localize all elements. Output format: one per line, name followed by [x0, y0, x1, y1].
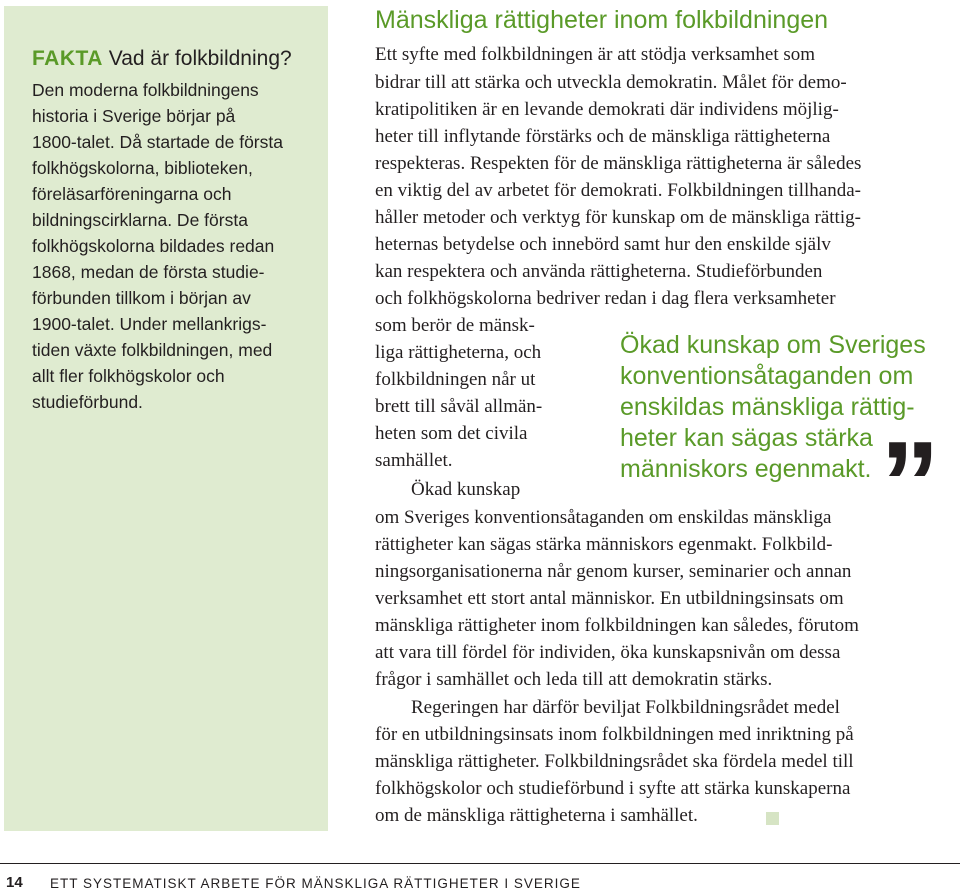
body-text-line: om Sveriges konventionsåtaganden om enskildas mänskliga	[375, 507, 832, 528]
body-text-line: respekteras. Respekten för de mänskliga rättigheterna är således	[375, 153, 862, 174]
footer-rule	[0, 863, 960, 864]
page-number: 14	[6, 874, 23, 891]
fakta-line: Den moderna folkbildningens	[32, 80, 259, 100]
pullquote-line: människors egenmakt.	[620, 455, 872, 483]
fakta-line: allt fler folkhögskolor och	[32, 366, 225, 386]
body-text-line: om de mänskliga rättigheterna i samhället.	[375, 805, 698, 826]
body-text-line: heter till inflytande förstärks och de mänskliga rättigheterna	[375, 126, 831, 147]
body-text-line: för en utbildningsinsats inom folkbildningen med inriktning på	[375, 724, 854, 745]
fakta-line: folkhögskolorna, biblioteken,	[32, 158, 253, 178]
fakta-heading	[32, 47, 292, 71]
body-text-line: heten som det civila	[375, 423, 528, 444]
body-text-line: håller metoder och verktyg för kunskap om de mänskliga rättig-	[375, 207, 861, 228]
body-text-line: folkhögskolor och studieförbund i syfte att stärka kunskaperna	[375, 778, 851, 799]
body-text-line: Ett syfte med folkbildningen är att stödja verksamhet som	[375, 44, 816, 65]
body-text-line: ningsorganisationerna når genom kurser, seminarier och annan	[375, 561, 852, 582]
body-text-line: verksamhet ett stort antal människor. En utbildningsinsats om	[375, 588, 844, 609]
pullquote-line: konventionsåtaganden om	[620, 362, 914, 390]
body-text-line: som berör de mänsk-	[375, 315, 535, 336]
fakta-line: 1900-talet. Under mellankrigs-	[32, 314, 267, 334]
fakta-line: studieförbund.	[32, 392, 143, 412]
article-title: Mänskliga rättigheter inom folkbildningen	[375, 6, 829, 34]
fakta-line: 1800-talet. Då startade de första	[32, 132, 283, 152]
fakta-title: Vad är folkbildning?	[108, 47, 292, 70]
pullquote-line: heter kan sägas stärka	[620, 424, 873, 452]
body-text-line: heternas betydelse och innebörd samt hur den enskilde själv	[375, 234, 831, 255]
fakta-line: 1868, medan de första studie-	[32, 262, 265, 282]
body-text-line: Regeringen har därför beviljat Folkbildningsrådet medel	[411, 697, 840, 718]
fakta-line: bildningscirklarna. De första	[32, 210, 248, 230]
body-text-line: mänskliga rättigheter. Folkbildningsrådet ska fördela medel till	[375, 751, 854, 772]
body-text-line: bidrar till att stärka och utveckla demokratin. Målet för demo-	[375, 72, 847, 93]
body-text-line: folkbildningen når ut	[375, 369, 536, 390]
body-text-line: att vara till fördel för individen, öka kunskapsnivån om dessa	[375, 642, 841, 663]
body-text-line: kratipolitiken är en levande demokrati där individens möjlig-	[375, 99, 839, 120]
quote-mark-icon: ”	[880, 417, 940, 551]
fakta-line: föreläsarföreningarna och	[32, 184, 232, 204]
body-text-line: rättigheter kan sägas stärka människors egenmakt. Folkbild-	[375, 534, 833, 555]
body-text-line: Ökad kunskap	[411, 479, 521, 500]
fakta-tag: FAKTA	[32, 47, 103, 70]
end-mark-icon	[766, 812, 779, 825]
fakta-line: historia i Sverige börjar på	[32, 106, 236, 126]
body-text-line: en viktig del av arbetet för demokrati. Folkbildningen tillhanda-	[375, 180, 861, 201]
body-text-line: och folkhögskolorna bedriver redan i dag flera verksamheter	[375, 288, 836, 309]
body-text-line: liga rättigheterna, och	[375, 342, 542, 363]
body-text-line: samhället.	[375, 450, 453, 471]
fakta-line: förbunden tillkom i början av	[32, 288, 251, 308]
body-text-line: kan respektera och använda rättigheterna. Studieförbunden	[375, 261, 823, 282]
body-text-line: brett till såväl allmän-	[375, 396, 543, 417]
fakta-line: tiden växte folkbildningen, med	[32, 340, 273, 360]
running-title: ETT SYSTEMATISKT ARBETE FÖR MÄNSKLIGA RÄTTIGHETER I SVERIGE	[50, 876, 581, 891]
pullquote-line: enskildas mänskliga rättig-	[620, 393, 915, 421]
body-text-line: frågor i samhället och leda till att demokratin stärks.	[375, 669, 773, 690]
fakta-line: folkhögskolorna bildades redan	[32, 236, 275, 256]
body-text-line: mänskliga rättigheter inom folkbildningen kan således, förutom	[375, 615, 859, 636]
fakta-box	[4, 6, 328, 831]
pullquote-line: Ökad kunskap om Sveriges	[620, 331, 926, 359]
